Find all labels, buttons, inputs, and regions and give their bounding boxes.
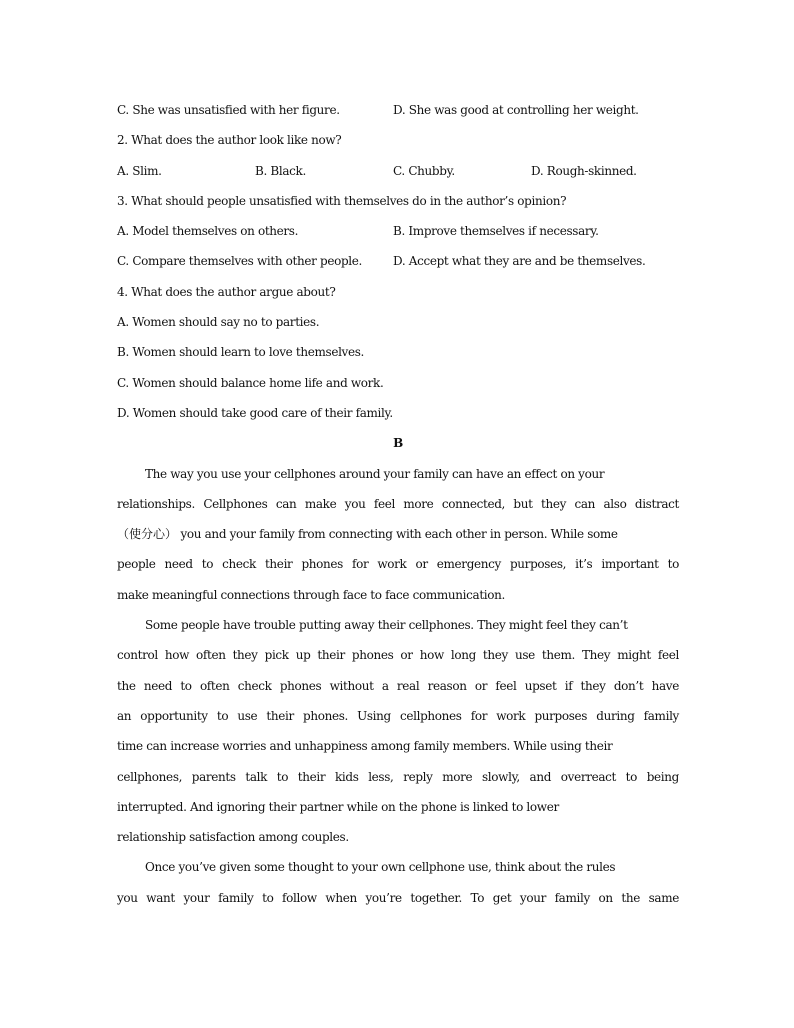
q2-option-d[interactable]: D. Rough-skinned. bbox=[531, 163, 637, 178]
q2-question: 2. What does the author look like now? bbox=[117, 133, 342, 148]
paragraph-line: Once you’ve given some thought to your own cellphone use, think about the rules bbox=[145, 860, 616, 875]
gloss-annotation: （使分心） bbox=[117, 527, 178, 542]
paragraph-line: Some people have trouble putting away their cellphones. They might feel they can’t bbox=[145, 618, 628, 633]
q3-options-cd bbox=[117, 246, 679, 276]
passage-paragraph-1 bbox=[117, 459, 679, 610]
q1-option-d[interactable]: D. She was good at controlling her weight. bbox=[393, 103, 639, 117]
q3-option-c[interactable]: C. Compare themselves with other people. bbox=[117, 254, 362, 269]
paragraph-line: an opportunity to use their phones. Using cellphones for work purposes during family bbox=[117, 708, 679, 723]
q3-options-ab bbox=[117, 216, 679, 246]
q3-option-d[interactable]: D. Accept what they are and be themselves. bbox=[393, 254, 646, 269]
q4-option-a[interactable]: A. Women should say no to parties. bbox=[117, 315, 320, 330]
paragraph-line: cellphones, parents talk to their kids less, reply more slowly, and overreact to being bbox=[117, 769, 679, 784]
paragraph-line: time can increase worries and unhappiness among family members. While using their bbox=[117, 739, 613, 754]
paragraph-line: you want your family to follow when you’re together. To get your family on the same bbox=[117, 890, 679, 905]
q3-option-b[interactable]: B. Improve themselves if necessary. bbox=[393, 224, 599, 239]
paragraph-line: relationships. Cellphones can make you feel more connected, but they can also distract bbox=[117, 496, 679, 511]
q2-option-c[interactable]: C. Chubby. bbox=[393, 163, 455, 178]
q4-option-c[interactable]: C. Women should balance home life and work. bbox=[117, 375, 384, 390]
q1-option-c[interactable]: C. She was unsatisfied with her figure. bbox=[117, 103, 340, 117]
passage-paragraph-2 bbox=[117, 610, 679, 852]
section-b-heading: B bbox=[393, 436, 403, 451]
paragraph-line: the need to often check phones without a real reason or feel upset if they don’t have bbox=[117, 678, 679, 693]
paragraph-line-rest: you and your family from connecting with each other in person. While some bbox=[180, 527, 618, 542]
paragraph-line: people need to check their phones for work or emergency purposes, it’s important to bbox=[117, 557, 679, 572]
document-page bbox=[117, 95, 679, 913]
q2-option-b[interactable]: B. Black. bbox=[255, 163, 306, 178]
q3-option-a[interactable]: A. Model themselves on others. bbox=[117, 224, 299, 239]
q2-option-a[interactable]: A. Slim. bbox=[117, 163, 162, 178]
q4-option-d[interactable]: D. Women should take good care of their family. bbox=[117, 405, 393, 420]
passage-paragraph-3 bbox=[117, 852, 679, 913]
q4-option-b[interactable]: B. Women should learn to love themselves. bbox=[117, 345, 365, 360]
paragraph-line bbox=[117, 519, 679, 549]
paragraph-line: control how often they pick up their phones or how long they use them. They might feel bbox=[117, 648, 679, 663]
q4-question: 4. What does the author argue about? bbox=[117, 284, 336, 299]
paragraph-line: The way you use your cellphones around your family can have an effect on your bbox=[145, 466, 605, 481]
paragraph-line: relationship satisfaction among couples. bbox=[117, 830, 349, 845]
q3-question: 3. What should people unsatisfied with themselves do in the author’s opinion? bbox=[117, 193, 567, 208]
paragraph-line: make meaningful connections through face to face communication. bbox=[117, 587, 506, 602]
q2-options bbox=[117, 156, 679, 186]
paragraph-line: interrupted. And ignoring their partner while on the phone is linked to lower bbox=[117, 799, 559, 814]
q1-options-cd bbox=[117, 95, 679, 125]
